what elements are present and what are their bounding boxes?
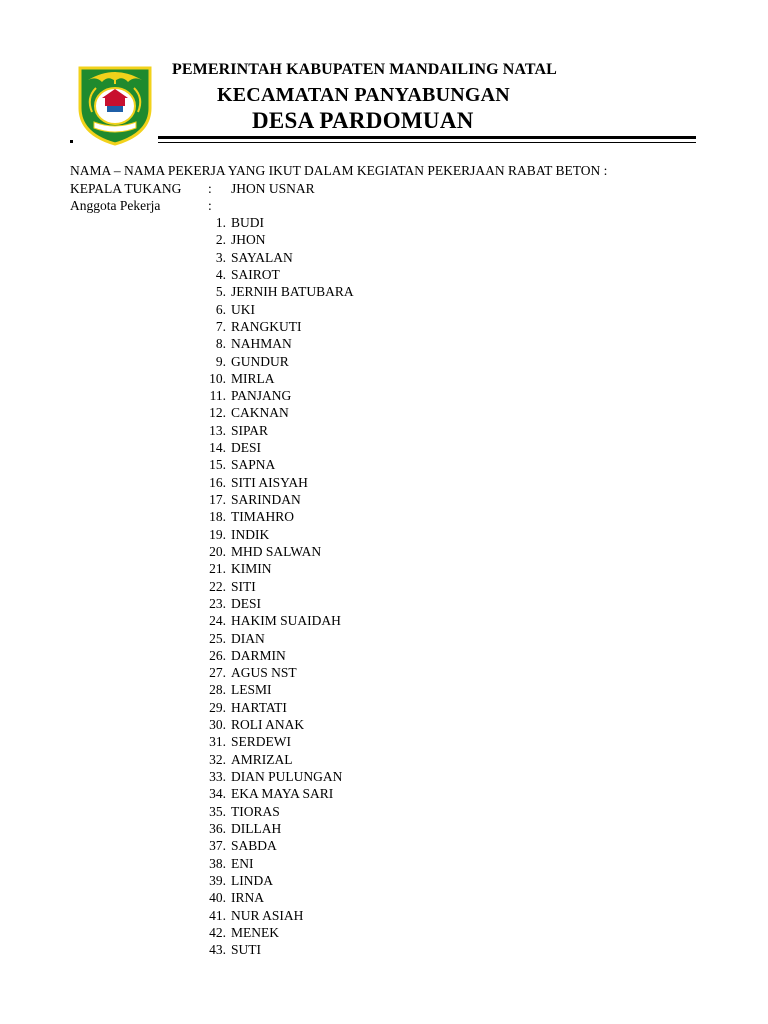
list-item-name: LINDA	[231, 872, 273, 888]
list-item	[0, 716, 768, 733]
list-item-name: ENI	[231, 855, 254, 871]
list-item-name: MENEK	[231, 924, 279, 940]
kepala-value: JHON USNAR	[231, 181, 315, 196]
list-item-number: 35.	[209, 803, 226, 819]
list-item-number: 33.	[209, 769, 226, 784]
list-item-name: NUR ASIAH	[231, 907, 304, 923]
list-item	[0, 456, 768, 473]
header-village: DESA PARDOMUAN	[252, 108, 474, 133]
list-item-name: TIORAS	[231, 803, 280, 819]
list-item-number: 31.	[209, 734, 226, 750]
list-item-name: GUNDUR	[231, 353, 289, 369]
anggota-colon: :	[208, 198, 212, 213]
list-item	[0, 907, 768, 924]
header-rule-thin	[158, 142, 696, 143]
list-item-number: 29.	[209, 699, 226, 715]
list-item-number: 28.	[209, 682, 226, 698]
list-item	[0, 560, 768, 577]
list-item	[0, 439, 768, 456]
list-item-number: 18.	[209, 509, 226, 525]
list-item	[0, 335, 768, 352]
list-item	[0, 612, 768, 629]
header-government: PEMERINTAH KABUPATEN MANDAILING NATAL	[172, 61, 557, 78]
list-item	[0, 404, 768, 421]
list-item-name: DIAN	[231, 630, 265, 646]
list-item	[0, 508, 768, 525]
list-item-name: EKA MAYA SARI	[231, 786, 334, 802]
list-item	[0, 768, 768, 785]
list-item-number: 16.	[209, 474, 226, 490]
list-item	[0, 803, 768, 820]
list-item-number: 21.	[209, 561, 226, 577]
intro-text: NAMA – NAMA PEKERJA YANG IKUT DALAM KEGIATAN PEKERJAAN RABAT BETON :	[70, 163, 608, 178]
list-item-number: 23.	[209, 595, 226, 611]
list-item-name: UKI	[231, 301, 255, 317]
list-item-number: 24.	[209, 613, 226, 629]
list-item-number: 26.	[209, 647, 226, 663]
list-item-number: 25.	[209, 630, 226, 646]
list-item-name: HARTATI	[231, 699, 287, 715]
list-item	[0, 526, 768, 543]
list-item	[0, 578, 768, 595]
list-item-name: BUDI	[231, 215, 264, 230]
list-item-number: 9.	[215, 353, 226, 369]
list-item-name: DARMIN	[231, 647, 286, 663]
list-item-number: 38.	[209, 855, 226, 871]
list-item-number: 7.	[215, 318, 226, 334]
list-item-number: 1.	[215, 215, 226, 230]
list-item	[0, 231, 768, 248]
list-item-number: 42.	[209, 924, 226, 940]
list-item-name: DESI	[231, 440, 261, 456]
list-item-number: 30.	[209, 717, 226, 733]
list-item-name: MIRLA	[231, 370, 275, 386]
list-item	[0, 422, 768, 439]
list-item-number: 13.	[209, 422, 226, 438]
list-item	[0, 301, 768, 318]
list-item-number: 22.	[209, 578, 226, 594]
list-item	[0, 595, 768, 612]
member-list	[0, 214, 768, 958]
list-item	[0, 872, 768, 889]
list-item-name: PANJANG	[231, 388, 292, 404]
list-item-number: 40.	[209, 890, 226, 906]
list-item-name: NAHMAN	[231, 336, 292, 352]
list-item-number: 3.	[215, 249, 226, 265]
list-item-name: ROLI ANAK	[231, 717, 305, 733]
list-item	[0, 283, 768, 300]
list-item	[0, 855, 768, 872]
list-item-number: 5.	[215, 284, 226, 300]
list-item	[0, 837, 768, 854]
list-item-name: MHD SALWAN	[231, 543, 322, 559]
list-item-number: 6.	[215, 301, 226, 317]
list-item	[0, 889, 768, 906]
list-item-number: 41.	[209, 907, 226, 923]
list-item	[0, 647, 768, 664]
regency-emblem-icon	[74, 62, 156, 146]
list-item-name: KIMIN	[231, 561, 272, 577]
list-item-number: 34.	[209, 786, 226, 802]
list-item-name: RANGKUTI	[231, 318, 302, 334]
list-item-name: TIMAHRO	[231, 509, 294, 525]
list-item	[0, 820, 768, 837]
bullet-mark	[70, 140, 73, 143]
list-item-name: SARINDAN	[231, 492, 301, 507]
header-rule-thick	[158, 136, 696, 139]
list-item-number: 43.	[209, 942, 226, 958]
list-item	[0, 543, 768, 560]
list-item-name: DIAN PULUNGAN	[231, 769, 343, 784]
list-item-name: SAIROT	[231, 266, 280, 282]
header-district: KECAMATAN PANYABUNGAN	[217, 84, 510, 106]
list-item	[0, 214, 768, 231]
list-item-name: SERDEWI	[231, 734, 291, 750]
list-item-number: 36.	[209, 820, 226, 836]
list-item-number: 15.	[209, 457, 226, 473]
anggota-label: Anggota Pekerja	[70, 198, 161, 213]
list-item-name: INDIK	[231, 526, 270, 542]
list-item-name: SITI	[231, 578, 256, 594]
list-item	[0, 699, 768, 716]
list-item	[0, 664, 768, 681]
list-item	[0, 751, 768, 768]
list-item-name: DILLAH	[231, 820, 282, 836]
list-item-name: LESMI	[231, 682, 272, 698]
list-item-name: JERNIH BATUBARA	[231, 284, 354, 300]
list-item	[0, 370, 768, 387]
list-item-number: 19.	[209, 526, 226, 542]
list-item-number: 12.	[209, 405, 226, 421]
list-item-name: SIPAR	[231, 422, 269, 438]
list-item	[0, 681, 768, 698]
list-item-name: DESI	[231, 595, 261, 611]
list-item	[0, 733, 768, 750]
list-item	[0, 630, 768, 647]
list-item-number: 4.	[215, 266, 226, 282]
list-item-number: 32.	[209, 751, 226, 767]
list-item	[0, 249, 768, 266]
list-item	[0, 387, 768, 404]
list-item-name: AMRIZAL	[231, 751, 293, 767]
kepala-colon: :	[208, 181, 212, 196]
list-item-name: SAPNA	[231, 457, 276, 473]
list-item-name: AGUS NST	[231, 665, 297, 681]
list-item-number: 20.	[209, 543, 226, 559]
list-item	[0, 353, 768, 370]
list-item	[0, 491, 768, 508]
list-item-name: SITI AISYAH	[231, 474, 308, 490]
list-item-name: IRNA	[231, 890, 264, 906]
list-item-name: CAKNAN	[231, 405, 289, 421]
list-item-number: 27.	[209, 665, 226, 681]
list-item	[0, 318, 768, 335]
list-item-number: 39.	[209, 872, 226, 888]
list-item-name: JHON	[231, 232, 266, 248]
list-item-number: 11.	[209, 388, 226, 404]
list-item-number: 8.	[215, 336, 226, 352]
list-item	[0, 474, 768, 491]
kepala-label: KEPALA TUKANG	[70, 181, 182, 196]
list-item-number: 2.	[215, 232, 226, 248]
list-item-number: 17.	[209, 492, 226, 507]
list-item-number: 37.	[209, 838, 226, 854]
list-item	[0, 941, 768, 958]
list-item	[0, 266, 768, 283]
list-item-number: 14.	[209, 440, 226, 456]
list-item-name: HAKIM SUAIDAH	[231, 613, 341, 629]
list-item-name: SUTI	[231, 942, 261, 958]
list-item-name: SAYALAN	[231, 249, 293, 265]
list-item	[0, 785, 768, 802]
list-item-number: 10.	[209, 370, 226, 386]
list-item	[0, 924, 768, 941]
list-item-name: SABDA	[231, 838, 277, 854]
